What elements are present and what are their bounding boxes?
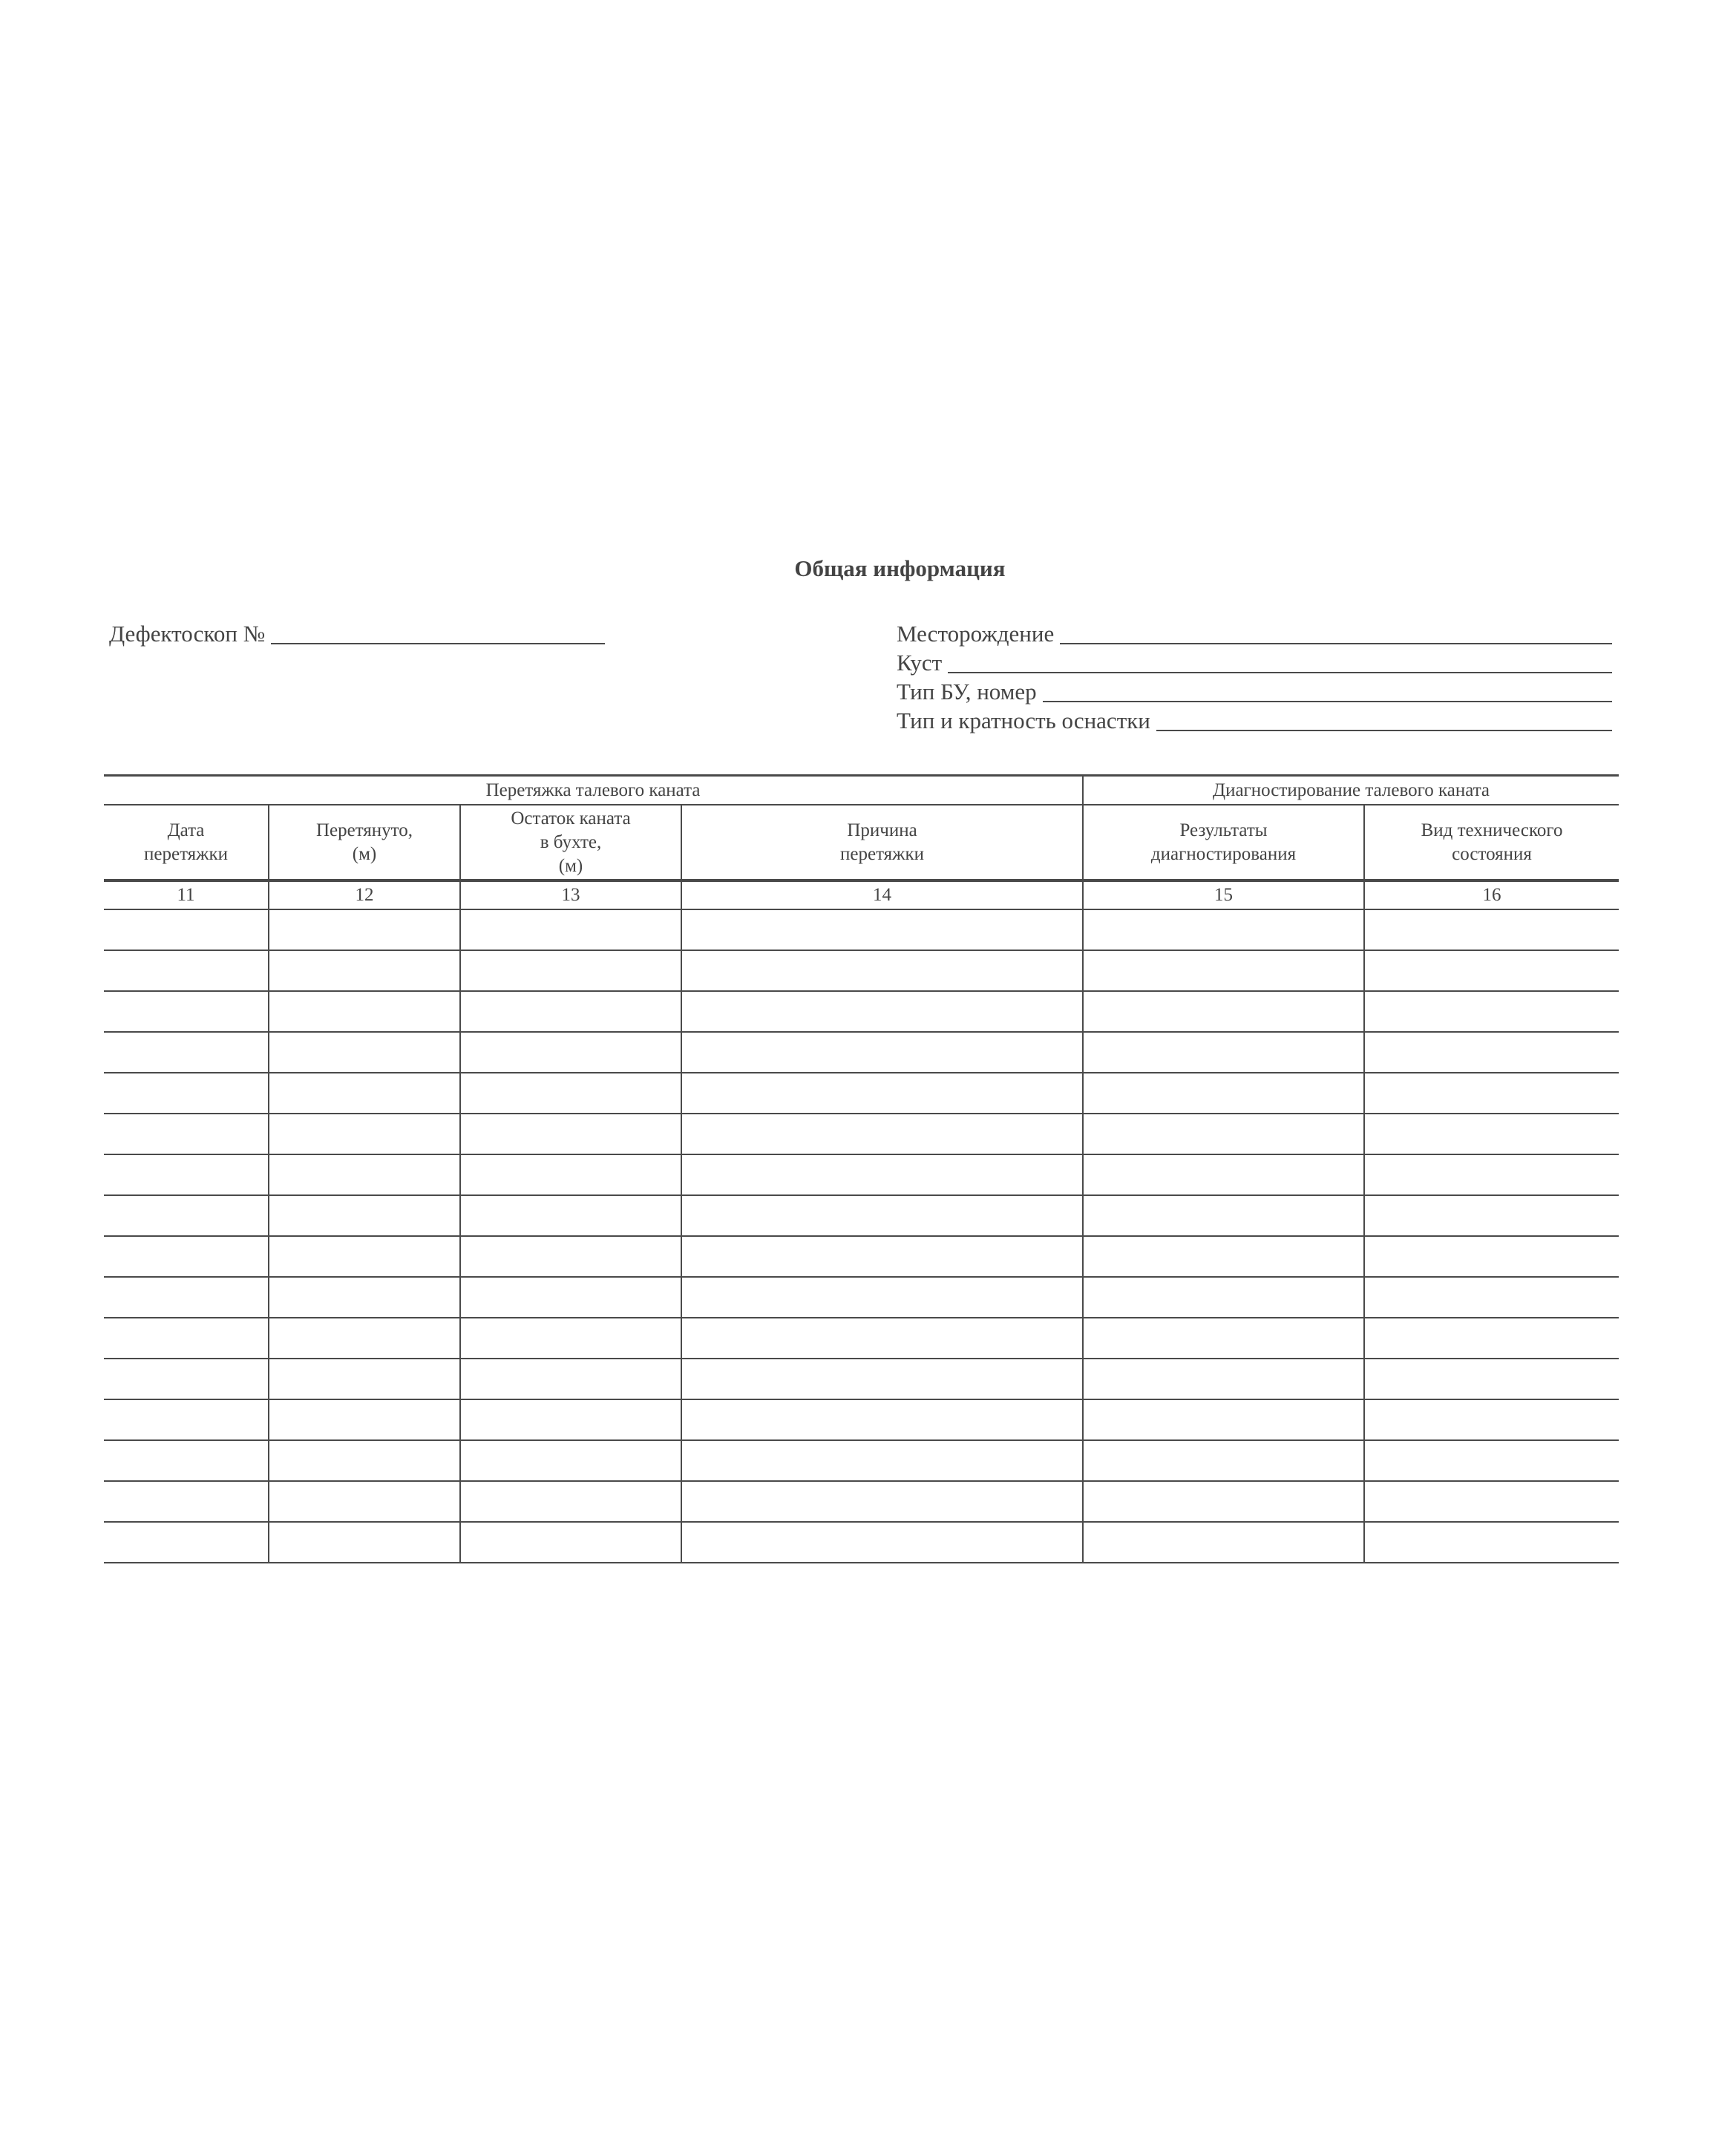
- defectoscope-field: [109, 618, 605, 647]
- column-number-date: 11: [104, 880, 269, 909]
- table-cell-slipped-length[interactable]: [269, 1154, 460, 1195]
- field-deposit-input[interactable]: [1060, 621, 1612, 644]
- table-cell-remaining-rope[interactable]: [460, 1277, 681, 1318]
- cluster-label: Куст: [897, 650, 943, 676]
- table-cell-date[interactable]: [104, 950, 269, 991]
- table-cell-remaining-rope[interactable]: [460, 1522, 681, 1563]
- table-cell-diagnostic-results[interactable]: [1083, 1277, 1364, 1318]
- table-cell-technical-condition[interactable]: [1364, 1195, 1619, 1236]
- table-cell-slipped-length[interactable]: [269, 1114, 460, 1154]
- table-cell-date[interactable]: [104, 1236, 269, 1277]
- table-cell-diagnostic-results[interactable]: [1083, 1399, 1364, 1440]
- table-row: [104, 1073, 1619, 1114]
- table-cell-date[interactable]: [104, 1399, 269, 1440]
- table-cell-technical-condition[interactable]: [1364, 1481, 1619, 1522]
- table-cell-date[interactable]: [104, 1277, 269, 1318]
- table-cell-technical-condition[interactable]: [1364, 1032, 1619, 1073]
- rope-journal-table: [104, 774, 1619, 1563]
- table-cell-date[interactable]: [104, 1481, 269, 1522]
- table-cell-diagnostic-results[interactable]: [1083, 909, 1364, 950]
- table-cell-slip-reason[interactable]: [681, 1522, 1083, 1563]
- table-cell-slip-reason[interactable]: [681, 1032, 1083, 1073]
- table-cell-remaining-rope[interactable]: [460, 1032, 681, 1073]
- table-cell-diagnostic-results[interactable]: [1083, 1359, 1364, 1399]
- table-cell-date[interactable]: [104, 1032, 269, 1073]
- table-cell-diagnostic-results[interactable]: [1083, 1440, 1364, 1481]
- table-cell-remaining-rope[interactable]: [460, 1359, 681, 1399]
- table-cell-slipped-length[interactable]: [269, 991, 460, 1032]
- table-cell-date[interactable]: [104, 1440, 269, 1481]
- table-cell-diagnostic-results[interactable]: [1083, 1522, 1364, 1563]
- rigging-type-label: Тип и кратность оснастки: [897, 707, 1150, 733]
- table-cell-remaining-rope[interactable]: [460, 1318, 681, 1359]
- group-header-rope-slip: Перетяжка талевого каната: [104, 776, 1083, 805]
- column-header-date: Дата перетяжки: [104, 805, 269, 880]
- rig-type-field: [897, 676, 1612, 705]
- table-cell-remaining-rope[interactable]: [460, 950, 681, 991]
- table-cell-slipped-length[interactable]: [269, 1073, 460, 1114]
- table-cell-technical-condition[interactable]: [1364, 1359, 1619, 1399]
- table-cell-date[interactable]: [104, 1114, 269, 1154]
- table-cell-slip-reason[interactable]: [681, 1481, 1083, 1522]
- table-cell-remaining-rope[interactable]: [460, 991, 681, 1032]
- table-cell-date[interactable]: [104, 1359, 269, 1399]
- table-cell-slip-reason[interactable]: [681, 1114, 1083, 1154]
- column-number-technical-condition: 16: [1364, 880, 1619, 909]
- table-cell-diagnostic-results[interactable]: [1083, 1114, 1364, 1154]
- table-cell-technical-condition[interactable]: [1364, 991, 1619, 1032]
- table-cell-remaining-rope[interactable]: [460, 1073, 681, 1114]
- table-cell-remaining-rope[interactable]: [460, 1399, 681, 1440]
- table-cell-diagnostic-results[interactable]: [1083, 950, 1364, 991]
- table-cell-diagnostic-results[interactable]: [1083, 1481, 1364, 1522]
- table-row: [104, 1114, 1619, 1154]
- column-header-slip-reason: Причина перетяжки: [681, 805, 1083, 880]
- table-cell-technical-condition[interactable]: [1364, 909, 1619, 950]
- table-cell-diagnostic-results[interactable]: [1083, 1154, 1364, 1195]
- table-cell-diagnostic-results[interactable]: [1083, 1236, 1364, 1277]
- table-cell-remaining-rope[interactable]: [460, 1440, 681, 1481]
- table-cell-slipped-length[interactable]: [269, 1440, 460, 1481]
- column-number-slipped-length: 12: [269, 880, 460, 909]
- table-cell-slipped-length[interactable]: [269, 1236, 460, 1277]
- table-cell-slipped-length[interactable]: [269, 909, 460, 950]
- column-number-slip-reason: 14: [681, 880, 1083, 909]
- table-cell-technical-condition[interactable]: [1364, 1073, 1619, 1114]
- defectoscope-input[interactable]: [271, 621, 605, 644]
- table-row: [104, 1277, 1619, 1318]
- table-cell-slipped-length[interactable]: [269, 1195, 460, 1236]
- table-cell-slip-reason[interactable]: [681, 1236, 1083, 1277]
- table-row: [104, 991, 1619, 1032]
- table-cell-date[interactable]: [104, 1154, 269, 1195]
- table-cell-slipped-length[interactable]: [269, 1277, 460, 1318]
- table-cell-technical-condition[interactable]: [1364, 1399, 1619, 1440]
- table-cell-slipped-length[interactable]: [269, 1318, 460, 1359]
- table-cell-date[interactable]: [104, 1195, 269, 1236]
- table-cell-slip-reason[interactable]: [681, 1440, 1083, 1481]
- table-cell-technical-condition[interactable]: [1364, 1522, 1619, 1563]
- table-cell-slip-reason[interactable]: [681, 1154, 1083, 1195]
- table-cell-date[interactable]: [104, 991, 269, 1032]
- table-cell-technical-condition[interactable]: [1364, 1277, 1619, 1318]
- table-row: [104, 1195, 1619, 1236]
- table-cell-remaining-rope[interactable]: [460, 1236, 681, 1277]
- table-cell-slip-reason[interactable]: [681, 1359, 1083, 1399]
- table-cell-technical-condition[interactable]: [1364, 1440, 1619, 1481]
- table-cell-diagnostic-results[interactable]: [1083, 991, 1364, 1032]
- table-row: [104, 1359, 1619, 1399]
- table-cell-slipped-length[interactable]: [269, 1399, 460, 1440]
- table-cell-diagnostic-results[interactable]: [1083, 1318, 1364, 1359]
- table-cell-technical-condition[interactable]: [1364, 1154, 1619, 1195]
- table-row: [104, 1032, 1619, 1073]
- table-cell-slipped-length[interactable]: [269, 1522, 460, 1563]
- table-row: [104, 950, 1619, 991]
- table-cell-remaining-rope[interactable]: [460, 1114, 681, 1154]
- table-cell-remaining-rope[interactable]: [460, 1481, 681, 1522]
- table-row: [104, 1481, 1619, 1522]
- table-cell-technical-condition[interactable]: [1364, 1318, 1619, 1359]
- column-number-remaining-rope: 13: [460, 880, 681, 909]
- rig-type-input[interactable]: [1043, 679, 1612, 702]
- table-cell-slip-reason[interactable]: [681, 1277, 1083, 1318]
- table-cell-technical-condition[interactable]: [1364, 950, 1619, 991]
- table-cell-slip-reason[interactable]: [681, 950, 1083, 991]
- table-cell-remaining-rope[interactable]: [460, 909, 681, 950]
- field-deposit-label: Месторождение: [897, 621, 1055, 647]
- table-cell-remaining-rope[interactable]: [460, 1195, 681, 1236]
- table-cell-date[interactable]: [104, 1073, 269, 1114]
- table-cell-slip-reason[interactable]: [681, 991, 1083, 1032]
- table-row: [104, 1236, 1619, 1277]
- column-header-diagnostic-results: Результаты диагностирования: [1083, 805, 1364, 880]
- column-header-remaining-rope: Остаток каната в бухте, (м): [460, 805, 681, 880]
- table-cell-slip-reason[interactable]: [681, 1073, 1083, 1114]
- table-cell-slipped-length[interactable]: [269, 1481, 460, 1522]
- table-cell-slip-reason[interactable]: [681, 909, 1083, 950]
- table-cell-diagnostic-results[interactable]: [1083, 1073, 1364, 1114]
- table-cell-slipped-length[interactable]: [269, 1359, 460, 1399]
- table-row: [104, 909, 1619, 950]
- table-cell-diagnostic-results[interactable]: [1083, 1032, 1364, 1073]
- cluster-input[interactable]: [948, 650, 1612, 673]
- column-number-diagnostic-results: 15: [1083, 880, 1364, 909]
- table-cell-technical-condition[interactable]: [1364, 1236, 1619, 1277]
- table-cell-technical-condition[interactable]: [1364, 1114, 1619, 1154]
- rigging-type-field: [897, 705, 1612, 734]
- table-row: [104, 1318, 1619, 1359]
- table-cell-date[interactable]: [104, 1522, 269, 1563]
- field-deposit-field: [897, 618, 1612, 647]
- group-header-rope-diagnostics: Диагностирование талевого каната: [1083, 776, 1619, 805]
- table-cell-diagnostic-results[interactable]: [1083, 1195, 1364, 1236]
- table-row: [104, 1154, 1619, 1195]
- rig-type-label: Тип БУ, номер: [897, 679, 1037, 705]
- table-cell-slip-reason[interactable]: [681, 1399, 1083, 1440]
- table-cell-date[interactable]: [104, 909, 269, 950]
- table-cell-slip-reason[interactable]: [681, 1318, 1083, 1359]
- cluster-field: [897, 647, 1612, 676]
- table-cell-slip-reason[interactable]: [681, 1195, 1083, 1236]
- table-cell-date[interactable]: [104, 1318, 269, 1359]
- table-cell-slipped-length[interactable]: [269, 950, 460, 991]
- page-title: Общая информация: [794, 555, 1006, 581]
- rigging-type-input[interactable]: [1156, 707, 1612, 731]
- column-header-technical-condition: Вид технического состояния: [1364, 805, 1619, 880]
- table-cell-slipped-length[interactable]: [269, 1032, 460, 1073]
- table-row: [104, 1440, 1619, 1481]
- table-cell-remaining-rope[interactable]: [460, 1154, 681, 1195]
- table-row: [104, 1399, 1619, 1440]
- column-header-slipped-length: Перетянуто, (м): [269, 805, 460, 880]
- defectoscope-label: Дефектоскоп №: [109, 621, 266, 647]
- table-row: [104, 1522, 1619, 1563]
